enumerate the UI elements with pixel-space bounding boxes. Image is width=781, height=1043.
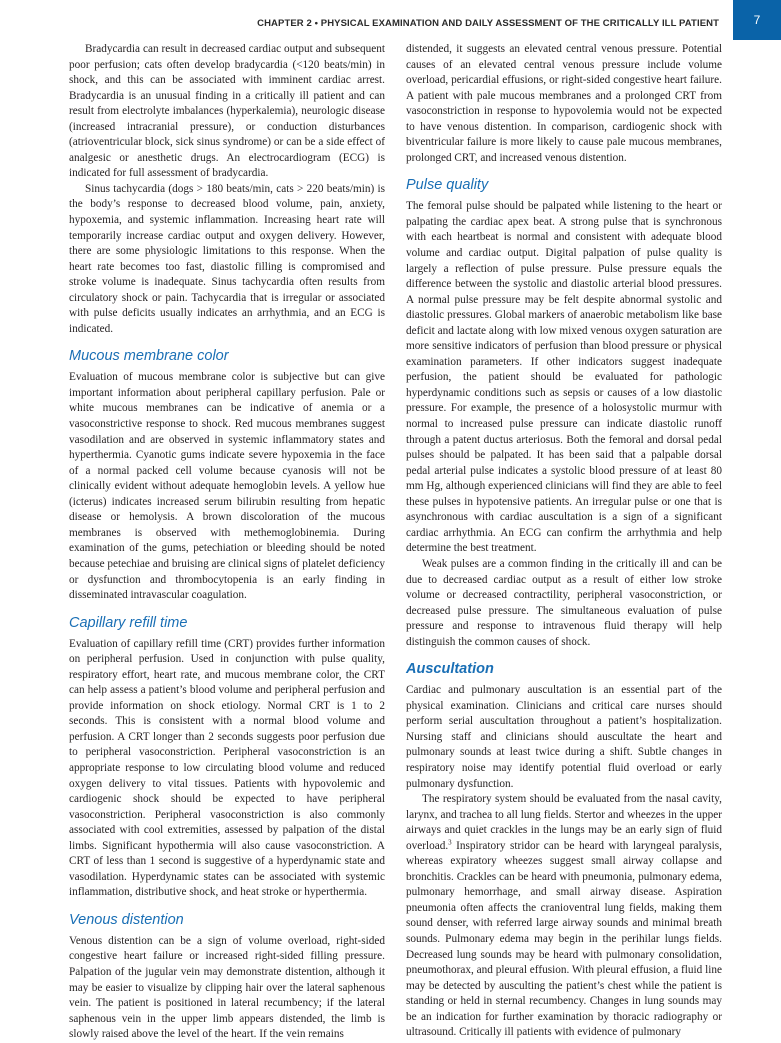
left-column [69, 42, 385, 1043]
paragraph-bradycardia: Bradycardia can result in decreased cardiac output and subsequent poor perfusion; cats often develop bradycardia (<120 beats/min) in shock, and this can be associated with imminent cardiac arrest. Bradycardia is an unusual finding in a critically ill patient and can result from electrolyte imbalances (hyperkalemia), neurologic disease (increased intracranial pressure), or conduction disturbances (atrioventricular block, sick sinus syndrome) or can be a side effect of analgesic or anesthetic drugs. An electrocardiogram (ECG) is indicated for full assessment of bradycardia. [69, 43, 385, 180]
paragraph-respiratory-system [406, 792, 722, 1041]
page-header [0, 0, 781, 40]
right-column [406, 42, 722, 1041]
paragraph-tachycardia: Sinus tachycardia (dogs > 180 beats/min, cats > 220 beats/min) is the body’s response to decreased blood volume, pain, anxiety, hypoxemia, and systemic inflammation. Increasing heart rate will temporarily increase cardiac output and oxygen delivery. However, there are some physiologic limitations to this response. When the heart rate becomes too fast, diastolic filling is compromised and stroke volume is inadequate. Sinus tachycardia often results from circulatory shock or pain. Tachycardia that is irregular or associated with pulse deficits usually indicates an arrhythmia, and an ECG is indicated. [69, 182, 385, 335]
respiratory-text-part2: Inspiratory stridor can be heard with laryngeal paralysis, whereas expiratory wheezes suggest small airway collapse and bronchitis. Crackles can be heard with pneumonia, pulmonary edema, pulmonary hemorrhage, and small airway disease. Aspiration pneumonia often affects the cranioventral lung fields, making them sound denser, with referred large airway sounds and minimal breath sounds. Pulmonary edema may begin in the perihilar lungs fields. Decreased lung sounds may be heard with pulmonary consolidation, pneumothorax, and pleural effusion. With pleural effusion, a fluid line may be detected by ausculting the patient’s chest while the patient is standing or held in sternal recumbency. Changes in lung sounds may be an indication for further examination by thoracic radiography or ultrasound. Critically ill patients with evidence of pulmonary [406, 839, 722, 1039]
heading-capillary-refill-time: Capillary refill time [69, 614, 188, 631]
respiratory-text-part1: The respiratory system should be evaluated from the nasal cavity, larynx, and trachea to all lung fields. Stertor and wheezes in the upper airways and quiet crackles in the lungs may be an early sign of fluid overload. [406, 793, 722, 852]
paragraph-auscultation: Cardiac and pulmonary auscultation is an essential part of the physical examination. Clinicians and critical care nurses should perform serial auscultation throughout a patient’s hospitalization. Nursing staff and clinicians should auscultate the heart and pulmonary sounds at least twice during a shift. Subtle changes in respiratory noise may identify potential fluid overload or early pulmonary dysfunction. [406, 684, 722, 790]
heading-auscultation: Auscultation [406, 661, 494, 678]
paragraph-venous-distention: Venous distention can be a sign of volume overload, right-sided congestive heart failure or increased right-sided filling pressure. Palpation of the jugular vein may demonstrate distention, although it may be easier to visualize by clipping hair over the lateral saphenous vein. The patient is positioned in lateral recumbency; if the lateral saphenous vein in the upper limb appears distended, the limb is slowly raised above the level of the heart. If the vein remains [69, 934, 385, 1041]
paragraph-venous-continued: distended, it suggests an elevated central venous pressure. Potential causes of an elevated central venous pressure include volume overload, pericardial effusions, or right-sided congestive heart failure. A patient with pale mucous membranes and a prolonged CRT from vasoconstriction in response to hypovolemia would not be expected to have venous distention. In comparison, cardiogenic shock with biventricular failure is more likely to cause pale mucous membranes, prolonged CRT, and increased venous distention. [406, 43, 722, 164]
paragraph-capillary-refill: Evaluation of capillary refill time (CRT) provides further information on peripheral perfusion. Used in conjunction with pulse quality, respiratory effort, heart rate, and mucous membrane color, the CRT can help assess a patient’s blood volume and peripheral perfusion and provide information on shock etiology. Normal CRT is 1 to 2 seconds. This is consistent with a normal blood volume and perfusion. A CRT longer than 2 seconds suggests poor perfusion due to peripheral vasoconstriction. Peripheral vasoconstriction is an appropriate response to low circulating blood volume and reduced oxygen delivery to vital tissues. Patients with hypovolemic and cardiogenic shock should be expected to have peripheral vasoconstriction. Peripheral vasoconstriction is also commonly associated with cool extremities, assessed by palpation of the distal limbs. Significant hypothermia will also cause vasoconstriction. A CRT of less than 1 second is suggestive of a hyperdynamic state and vasodilation. Hyperdynamic states can be associated with systemic inflammation, distributive shock, and heat stroke or hyperthermia. [69, 637, 385, 899]
reference-superscript: 3 [448, 837, 452, 846]
heading-venous-distention: Venous distention [69, 911, 184, 928]
running-head: CHAPTER 2 • PHYSICAL EXAMINATION AND DAILY ASSESSMENT OF THE CRITICALLY ILL PATIENT [257, 18, 719, 29]
paragraph-weak-pulses: Weak pulses are a common finding in the critically ill and can be due to decreased cardiac output as a result of either low stroke volume or decreased contractility, peripheral vasoconstriction, or decreased pulse pressure. The simultaneous evaluation of pulse pressure and response to intravenous fluid therapy will help distinguish the common causes of shock. [406, 557, 722, 648]
page-number: 7 [733, 0, 781, 40]
paragraph-mucous-membrane: Evaluation of mucous membrane color is subjective but can give important information about peripheral capillary perfusion. Pale or white mucous membranes can be indicative of anemia or a vasoconstrictive response to shock. Red mucous membranes suggest vasodilation and are observed in systemic inflammatory states and hyperthermia. Cyanotic gums indicate severe hypoxemia in the face of a normal packed cell volume because cyanosis will not be clinically evident without adequate hemoglobin levels. A yellow hue (icterus) indicates increased serum bilirubin resulting from hepatic disease or hemolysis. A brown discoloration of the mucous membranes is observed with methemoglobinemia. During examination of the gums, petechiation or bleeding should be noted because petechiae and bruising are clinical signs of platelet deficiency or dysfunction and thrombocytopenia is an early finding in disseminated intravascular coagulation. [69, 371, 385, 602]
heading-mucous-membrane-color: Mucous membrane color [69, 348, 229, 365]
paragraph-pulse-quality: The femoral pulse should be palpated while listening to the heart or palpating the cardiac apex beat. A strong pulse that is synchronous with each heartbeat is normal and consistent with adequate blood volume and cardiac output. Digital palpation of pulse quality is largely a reflection of pulse pressure. Pulse pressure equals the difference between the systolic and diastolic arterial blood pressures. A normal pulse pressure may be felt despite abnormal systolic and diastolic pressures. Global markers of anaerobic metabolism like base deficit and lactate along with low mixed venous oxygen saturation are more sensitive indicators of perfusion than blood pressure or physical examination parameters. If other indicators suggest inadequate perfusion, the patient should be evaluated for pathologic hyperdynamic conditions such as sepsis or causes of a low diastolic pressure. For example, the presence of a holosystolic murmur with normal to increased pulse pressure can indicate diastolic runoff through a patent ductus arteriosus. Both the femoral and dorsal pedal pulses should be palpated. It has been said that a palpable dorsal pedal arterial pulse indicates a systolic blood pressure of at least 80 mm Hg, although experienced clinicians will find they are able to feel these pulses in hypotensive patients. An irregular pulse or one that is asynchronous with cardiac auscultation is a sign of a significant cardiac arrhythmia. An ECG can confirm the arrhythmia and help determine the best treatment. [406, 200, 722, 555]
heading-pulse-quality: Pulse quality [406, 177, 489, 194]
